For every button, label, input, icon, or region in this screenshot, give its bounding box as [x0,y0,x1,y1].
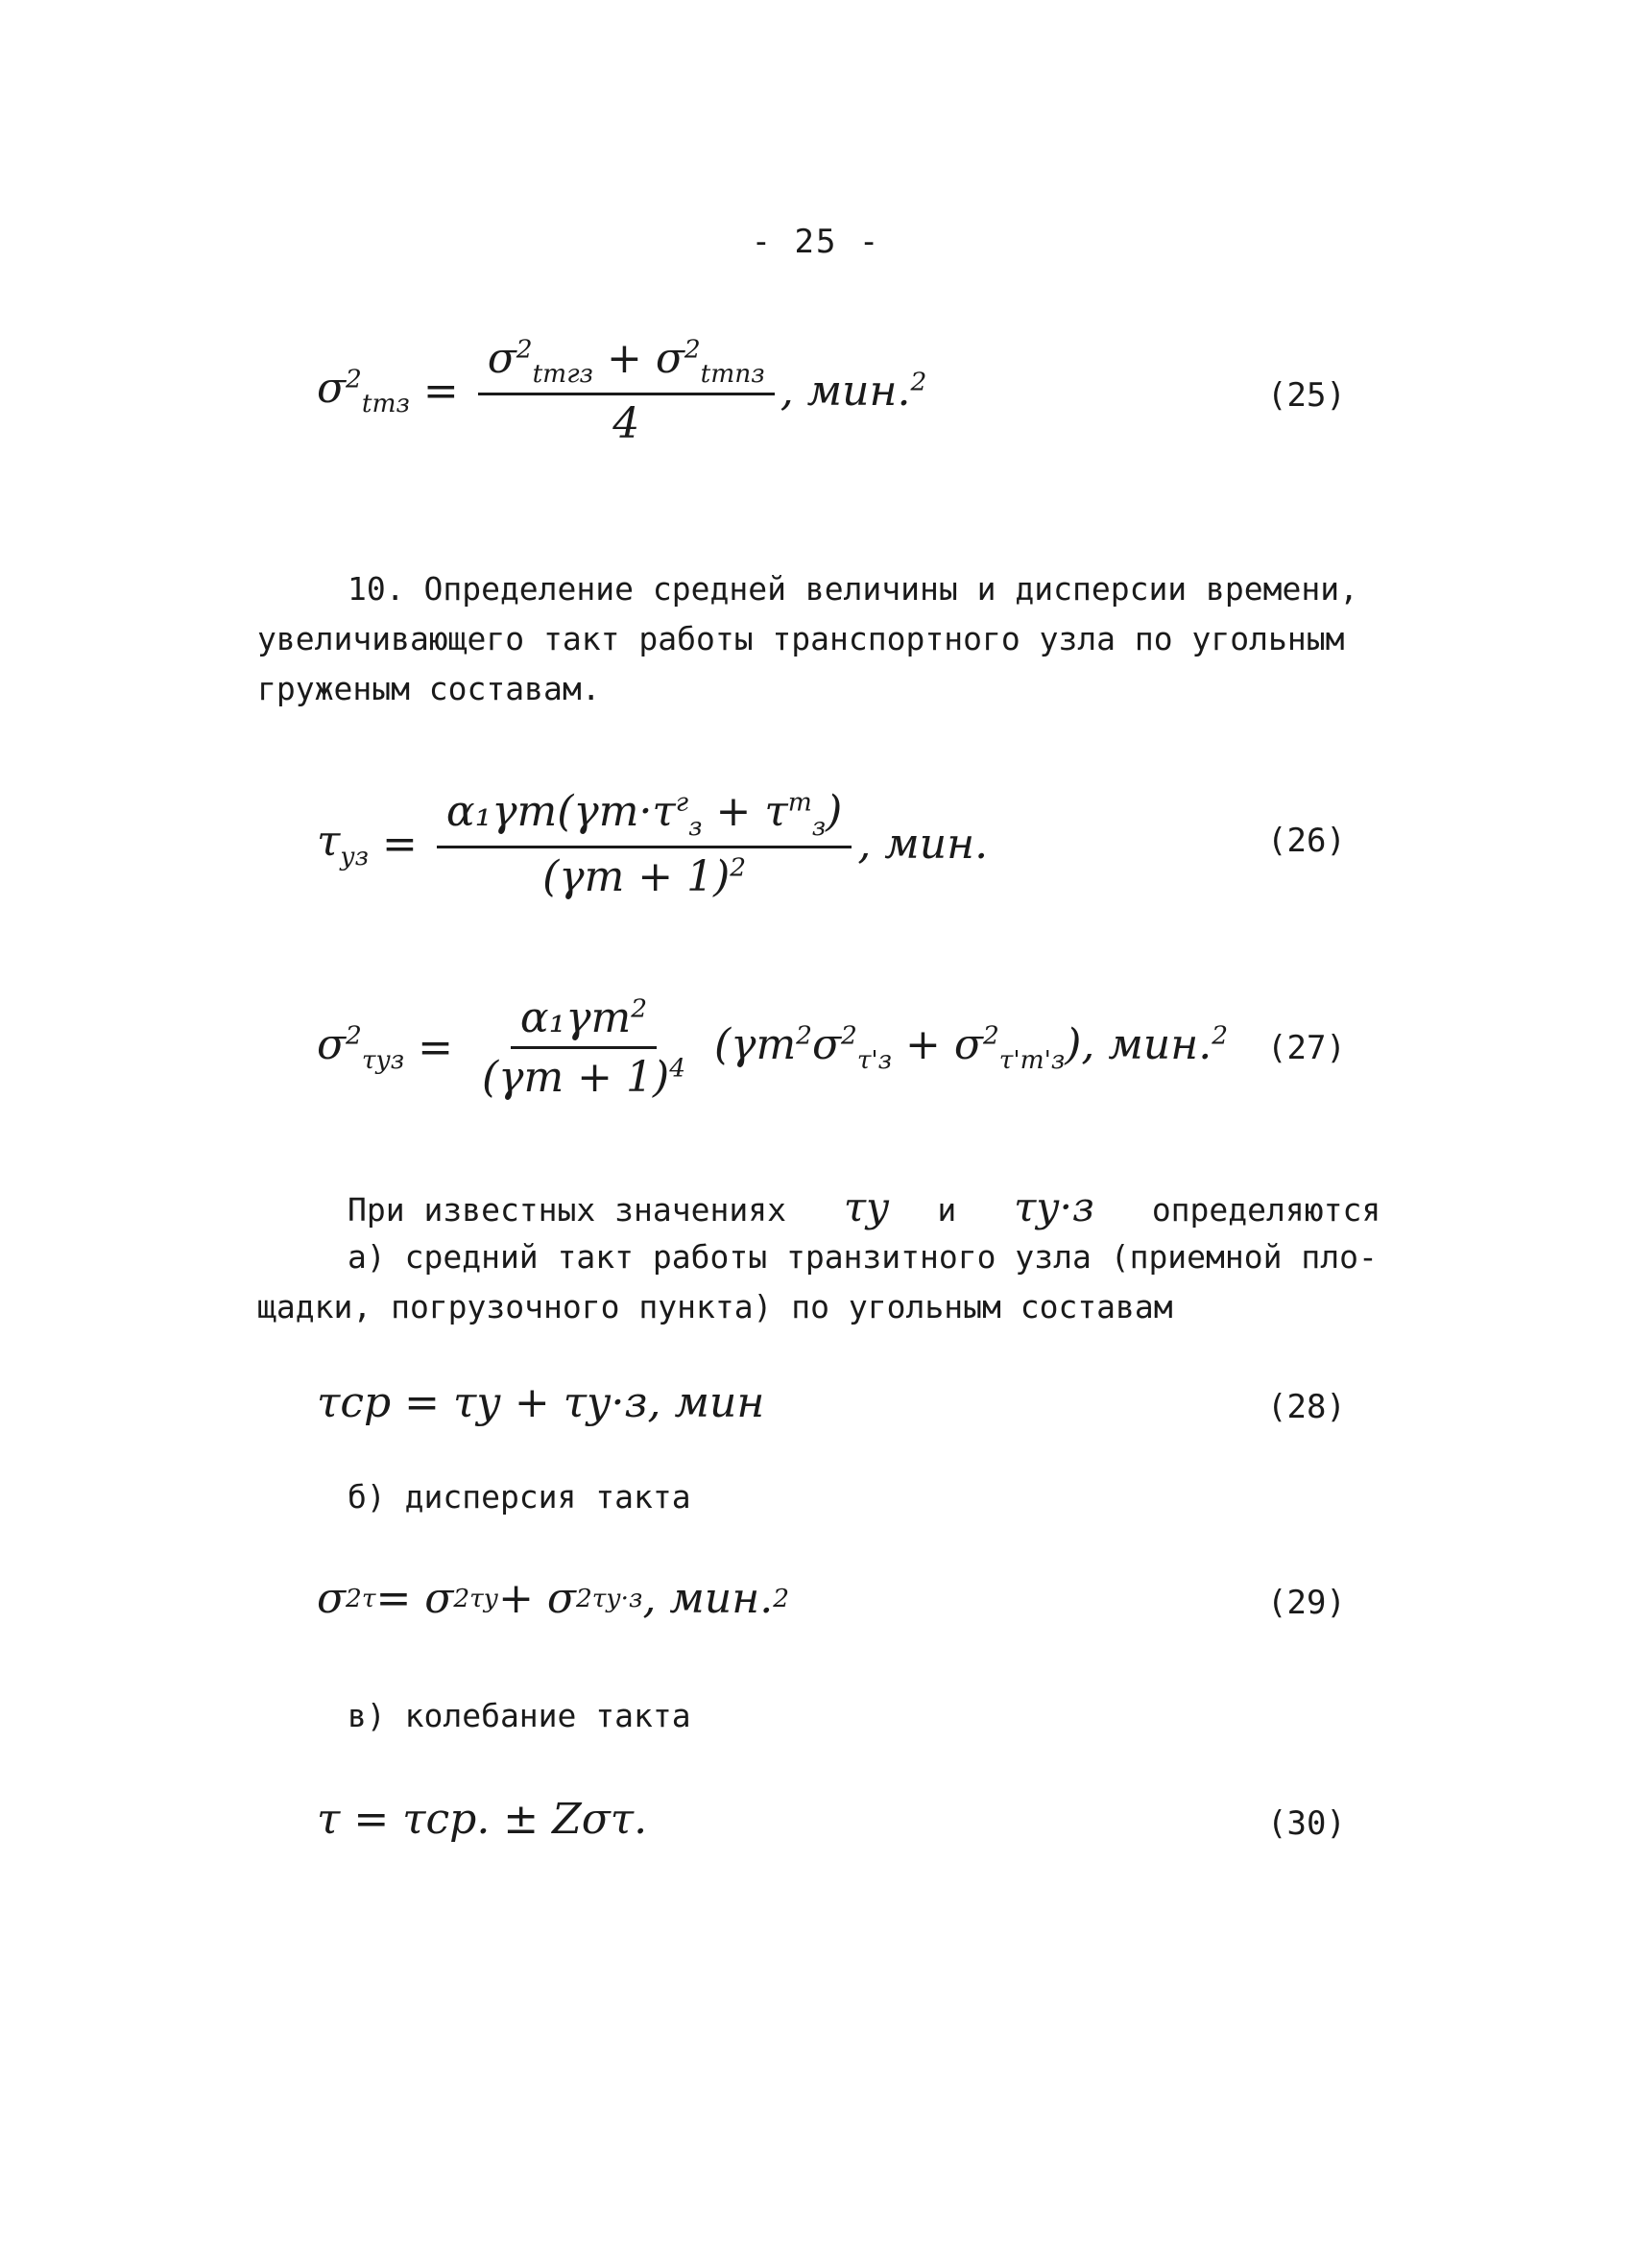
paragraph-10-line-2: увеличивающего такт работы транспортного узла по угольным [257,620,1345,657]
formula-27-fraction: $\frac{\alpha_1\gamma т^2}{(\gamma т + 1)^4}$ [482,993,685,1102]
formula-25-unit: , мин.$^2$ [780,366,927,416]
equation-number-26: (26) [1267,822,1346,860]
paragraph-10-line-1: 10. Определение средней величины и дисперсии времени, [348,570,1358,608]
formula-27-lhs: $\sigma^2_{\tau уз}$ [317,1020,405,1075]
paragraph-known-line-3: щадки, погрузочного пункта) по угольным составам [257,1288,1173,1325]
formula-29: σ 2 τ = σ 2 τу + σ 2 τу·з , мин. 2 [317,1574,790,1623]
formula-27: $\sigma^2_{\tau уз}$ = $\frac{\alpha_1\gamma т^2}{(\gamma т + 1)^4}$ $(\gamma т^2\sigma^2_{\tau'з} + \sigma^2_{\tau'т'з})$, мин.$^2$ [317,993,1228,1102]
formula-25-fraction: $\frac{\sigma^2_{tтгз} + \sigma^2_{tтпз}}{4}$ [478,334,775,448]
formula-30: τ = τср. ± Zστ. [317,1795,648,1844]
formula-26-fraction: $\frac{\alpha_1\gamma т(\gamma т\cdot\tau^г_з + \tau^т_з)}{(\gamma т + 1)^2}$ [437,787,852,901]
item-c: в) колебание такта [348,1697,691,1734]
symbol-tau-yz: τу·з [1014,1183,1094,1230]
equation-number-30: (30) [1267,1804,1346,1843]
equation-number-29: (29) [1267,1584,1346,1622]
equation-number-28: (28) [1267,1388,1346,1426]
paragraph-10-line-3: груженым составам. [257,670,601,707]
paragraph-known-line-1: При известных значениях τу и τу·з определяются [348,1183,1381,1230]
paragraph-known-line-2: а) средний такт работы транзитного узла (приемной пло- [348,1238,1378,1276]
formula-25: $\sigma^2_{tтз}$ = $\frac{\sigma^2_{tтгз} + \sigma^2_{tтпз}}{4}$ , мин.$^2$ [317,334,927,448]
formula-25-lhs: $\sigma^2_{tтз}$ [317,364,410,418]
equation-number-27: (27) [1267,1029,1346,1067]
symbol-tau-y: τу [843,1183,890,1230]
formula-26-lhs: $\tau_{уз}$ [317,817,370,871]
formula-26: $\tau_{уз}$ = $\frac{\alpha_1\gamma т(\gamma т\cdot\tau^г_з + \tau^т_з)}{(\gamma т + 1)^2}$ , мин. [317,787,989,901]
formula-27-rest: $(\gamma т^2\sigma^2_{\tau'з} + \sigma^2_{\tau'т'з})$, мин.$^2$ [713,1020,1228,1075]
equation-number-25: (25) [1267,376,1346,415]
page-number: - 25 - [751,223,881,261]
formula-28: τср = τу + τу·з, мин [317,1378,765,1427]
item-b: б) дисперсия такта [348,1478,691,1516]
formula-26-unit: , мин. [857,819,989,869]
